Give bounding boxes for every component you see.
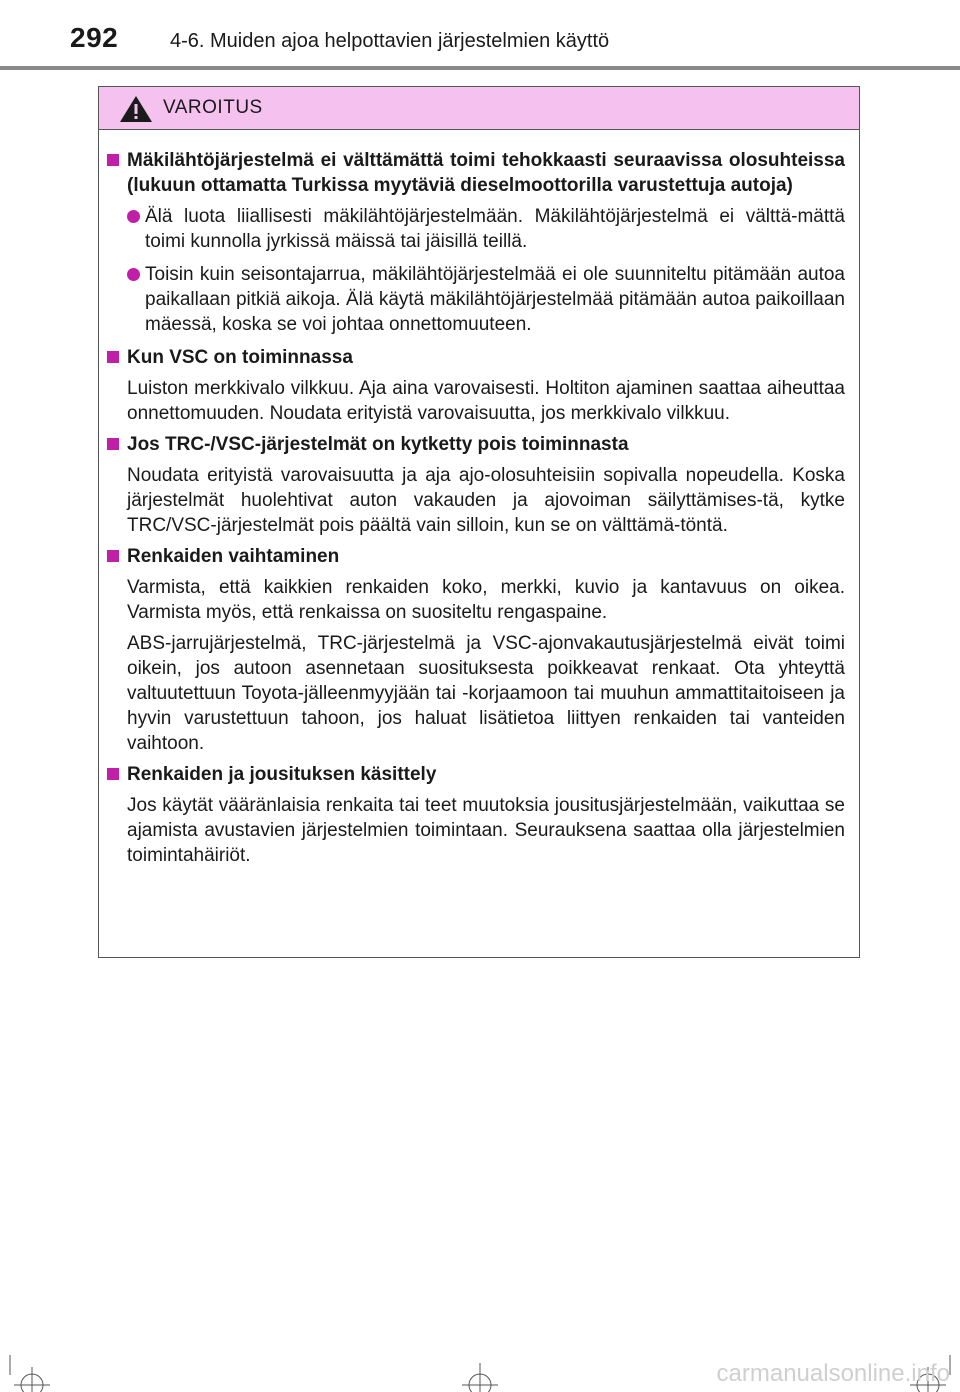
bullet-item <box>107 262 845 337</box>
warning-box <box>98 86 860 958</box>
square-bullet-icon <box>107 351 119 363</box>
header-divider <box>0 66 960 70</box>
paragraph: ABS-jarrujärjestelmä, TRC-järjestelmä ja VSC-ajonvakautusjärjestelmä eivät toimi oikein, jos autoon asennetaan suosituksesta poikkeavat renkaat. Ota yhteyttä valtuutettuun Toyota-jälleenmyyjään tai -korjaamoon tai muuhun ammattitaitoiseen ja hyvin varustettuun tahoon, jos haluat lisätietoa liittyen renkaiden tai vanteiden vaihtoon. <box>127 633 845 754</box>
warning-header <box>99 87 859 130</box>
paragraph: Luiston merkkivalo vilkkuu. Aja aina varovaisesti. Holtiton ajaminen saattaa aiheuttaa onnettomuuden. Noudata erityistä varovaisuutta, jos merkkivalo vilkkuu. <box>127 378 845 424</box>
crop-mark-center <box>455 1355 505 1392</box>
section-heading-text: Kun VSC on toiminnassa <box>127 347 353 368</box>
section-title: 4-6. Muiden ajoa helpottavien järjestelmien käyttö <box>170 30 610 52</box>
warning-body <box>99 130 859 868</box>
warning-section <box>107 148 845 337</box>
section-heading <box>107 432 845 457</box>
warning-section <box>107 544 845 756</box>
section-heading <box>107 345 845 370</box>
paragraph: Jos käytät vääränlaisia renkaita tai teet muutoksia jousitusjärjestelmään, vaikuttaa se ajamista avustavien järjestelmien toimintaan. Seurauksena saattaa olla järjestelmien toimintahäiriöt. <box>127 795 845 866</box>
page-number: 292 <box>70 22 119 53</box>
warning-section <box>107 762 845 868</box>
bullet-text: Älä luota liiallisesti mäkilähtöjärjestelmään. Mäkilähtöjärjestelmä ei välttä-mättä toimi kunnolla jyrkissä mäissä tai jäisillä teillä. <box>145 206 845 252</box>
footer-watermark: carmanualsonline.info <box>716 1360 950 1387</box>
section-heading-text: Jos TRC-/VSC-järjestelmät on kytketty pois toiminnasta <box>127 434 629 455</box>
section-heading-text: Mäkilähtöjärjestelmä ei välttämättä toimi tehokkaasti seuraavissa olosuhteissa (lukuun ottamatta Turkissa myytäviä dieselmoottorilla varustettuja autoja) <box>127 150 845 196</box>
warning-section <box>107 432 845 538</box>
square-bullet-icon <box>107 550 119 562</box>
section-heading-text: Renkaiden ja jousituksen käsittely <box>127 764 437 785</box>
bullet-text: Toisin kuin seisontajarrua, mäkilähtöjärjestelmää ei ole suunniteltu pitämään autoa paikallaan pitkiä aikoja. Älä käytä mäkilähtöjärjestelmää pitämään autoa paikoillaan mäessä, koska se voi johtaa onnettomuuteen. <box>145 264 845 335</box>
paragraph: Varmista, että kaikkien renkaiden koko, merkki, kuvio ja kantavuus on oikea. Varmista myös, että renkaissa on suositeltu rengaspaine. <box>127 577 845 623</box>
square-bullet-icon <box>107 438 119 450</box>
section-heading <box>107 544 845 569</box>
paragraph: Noudata erityistä varovaisuutta ja aja ajo-olosuhteisiin sopivalla nopeudella. Koska järjestelmät huolehtivat auton vakauden ja ajovoiman säilyttämises-tä, kytke TRC/VSC-järjestelmät pois päältä vain silloin, kun se on välttämä-töntä. <box>127 465 845 536</box>
section-heading <box>107 148 845 198</box>
section-heading-text: Renkaiden vaihtaminen <box>127 546 340 567</box>
circle-bullet-icon <box>127 268 140 281</box>
crop-mark-left <box>0 1355 60 1392</box>
bullet-item <box>107 204 845 254</box>
square-bullet-icon <box>107 768 119 780</box>
warning-triangle-icon <box>119 95 153 123</box>
section-heading <box>107 762 845 787</box>
circle-bullet-icon <box>127 210 140 223</box>
warning-section <box>107 345 845 426</box>
square-bullet-icon <box>107 154 119 166</box>
warning-label: VAROITUS <box>163 97 263 118</box>
